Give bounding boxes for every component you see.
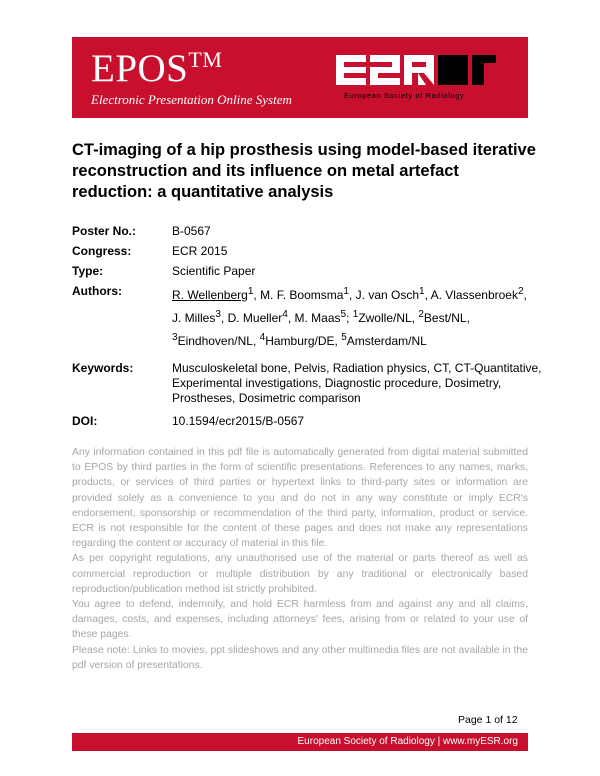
disclaimer-paragraph: Any information contained in this pdf file is automatically generated from digital material submitted to EPOS by third parties in the form of scientific presentations. References to any names, marks, products, or services of third parties or hypertext links to third-party sites or information are provided solely as a convenience to you and do not in any way constitute or imply ECR's endorsement, sponsorship or recommendation of the third party, information, product or service. ECR is not responsible for the content of these pages and does not make any representations regarding the content or accuracy of material in this file.	[72, 447, 528, 550]
author-sup: 4	[282, 309, 288, 320]
type-value: Scientific Paper	[172, 264, 256, 278]
disclaimer-paragraph: As per copyright regulations, any unauthorised use of the material or parts thereof as well as commercial reproduction or multiple distribution by any traditional or electronically based reproduction/publication method ist strictly prohibited.	[72, 553, 528, 595]
authors-value	[172, 282, 542, 351]
affiliation-sep: ,	[252, 334, 260, 348]
affiliation-sep: ,	[466, 311, 470, 325]
disclaimer	[72, 445, 528, 673]
keywords-label: Keywords:	[72, 361, 134, 375]
metadata-table	[72, 222, 542, 432]
author-name[interactable]: R. Wellenberg	[172, 288, 248, 302]
author-name: J. Milles	[172, 311, 216, 325]
affiliation-sup: 5	[341, 332, 347, 343]
author-sep: ,	[523, 288, 527, 302]
esr-subtitle: European Society of Radiology	[344, 91, 465, 100]
author-sep: ,	[348, 288, 356, 302]
doi-value: 10.1594/ecr2015/B-0567	[172, 414, 305, 428]
author-sep: ,	[424, 288, 431, 302]
poster-label: Poster No.:	[72, 224, 137, 238]
type-row	[72, 262, 542, 281]
congress-value: ECR 2015	[172, 244, 228, 258]
disclaimer-paragraph: You agree to defend, indemnify, and hold ECR harmless from and against any and all claims, damages, costs, and expenses, including attorneys' fees, arising from or related to your use of these pages.	[72, 599, 528, 641]
affiliation-place: Best/NL	[423, 311, 467, 325]
keywords-row	[72, 359, 542, 406]
author-sep: ,	[220, 311, 228, 325]
affiliation-sup: 4	[259, 332, 266, 343]
doi-label: DOI:	[72, 414, 98, 428]
author-sep: ,	[287, 311, 295, 325]
author-name: D. Mueller	[227, 311, 283, 325]
congress-label: Congress:	[72, 244, 132, 258]
footer-bar[interactable]: European Society of Radiology | www.myESR.org	[72, 733, 528, 751]
poster-value: B-0567	[172, 224, 211, 238]
author-name: A. Vlassenbroek	[430, 288, 518, 302]
author-name: M. F. Boomsma	[260, 288, 344, 302]
affiliation-sup: 2	[418, 309, 424, 320]
disclaimer-paragraph: Please note: Links to movies, ppt slideshows and any other multimedia files are not available in the pdf version of presentations.	[72, 644, 528, 671]
affiliation-sep: ,	[411, 311, 419, 325]
affiliation-place: Zwolle/NL	[358, 311, 412, 325]
affiliation-sup: 3	[172, 332, 178, 343]
keywords-value: Musculoskeletal bone, Pelvis, Radiation physics, CT, CT-Quantitative, Experimental investigations, Diagnostic procedure, Dosimetry, Prostheses, Dosimetric comparison	[172, 361, 542, 405]
author-sep: ,	[253, 288, 261, 302]
esr-logo	[336, 55, 496, 85]
author-name: J. van Osch	[355, 288, 420, 302]
affiliation-place: Eindhoven/NL	[177, 334, 253, 348]
authors-label: Authors:	[72, 284, 122, 298]
author-sup: 1	[247, 286, 254, 297]
author-sup: 1	[419, 286, 425, 297]
author-sep: ;	[346, 311, 353, 325]
author-sup: 5	[340, 309, 347, 320]
congress-row	[72, 242, 542, 261]
author-sup: 2	[517, 286, 524, 297]
poster-row	[72, 222, 542, 241]
doi-row	[72, 412, 542, 431]
epos-logo: EPOS™	[91, 47, 223, 90]
document-title: CT-imaging of a hip prosthesis using model-based iterative reconstruction and its influence on metal artefact reduction: a quantitative analysis	[72, 141, 536, 201]
affiliation-place: Amsterdam/NL	[346, 334, 427, 348]
author-sup: 3	[215, 309, 221, 320]
author-sup: 1	[343, 286, 349, 297]
author-name: M. Maas	[294, 311, 341, 325]
header-banner	[72, 37, 528, 118]
affiliation-sep: ,	[334, 334, 342, 348]
affiliation-place: Hamburg/DE	[265, 334, 335, 348]
affiliation-sup: 1	[352, 309, 359, 320]
type-label: Type:	[72, 264, 104, 278]
epos-subtitle: Electronic Presentation Online System	[91, 92, 292, 107]
page-number: Page 1 of 12	[458, 714, 518, 726]
authors-row	[72, 282, 542, 351]
